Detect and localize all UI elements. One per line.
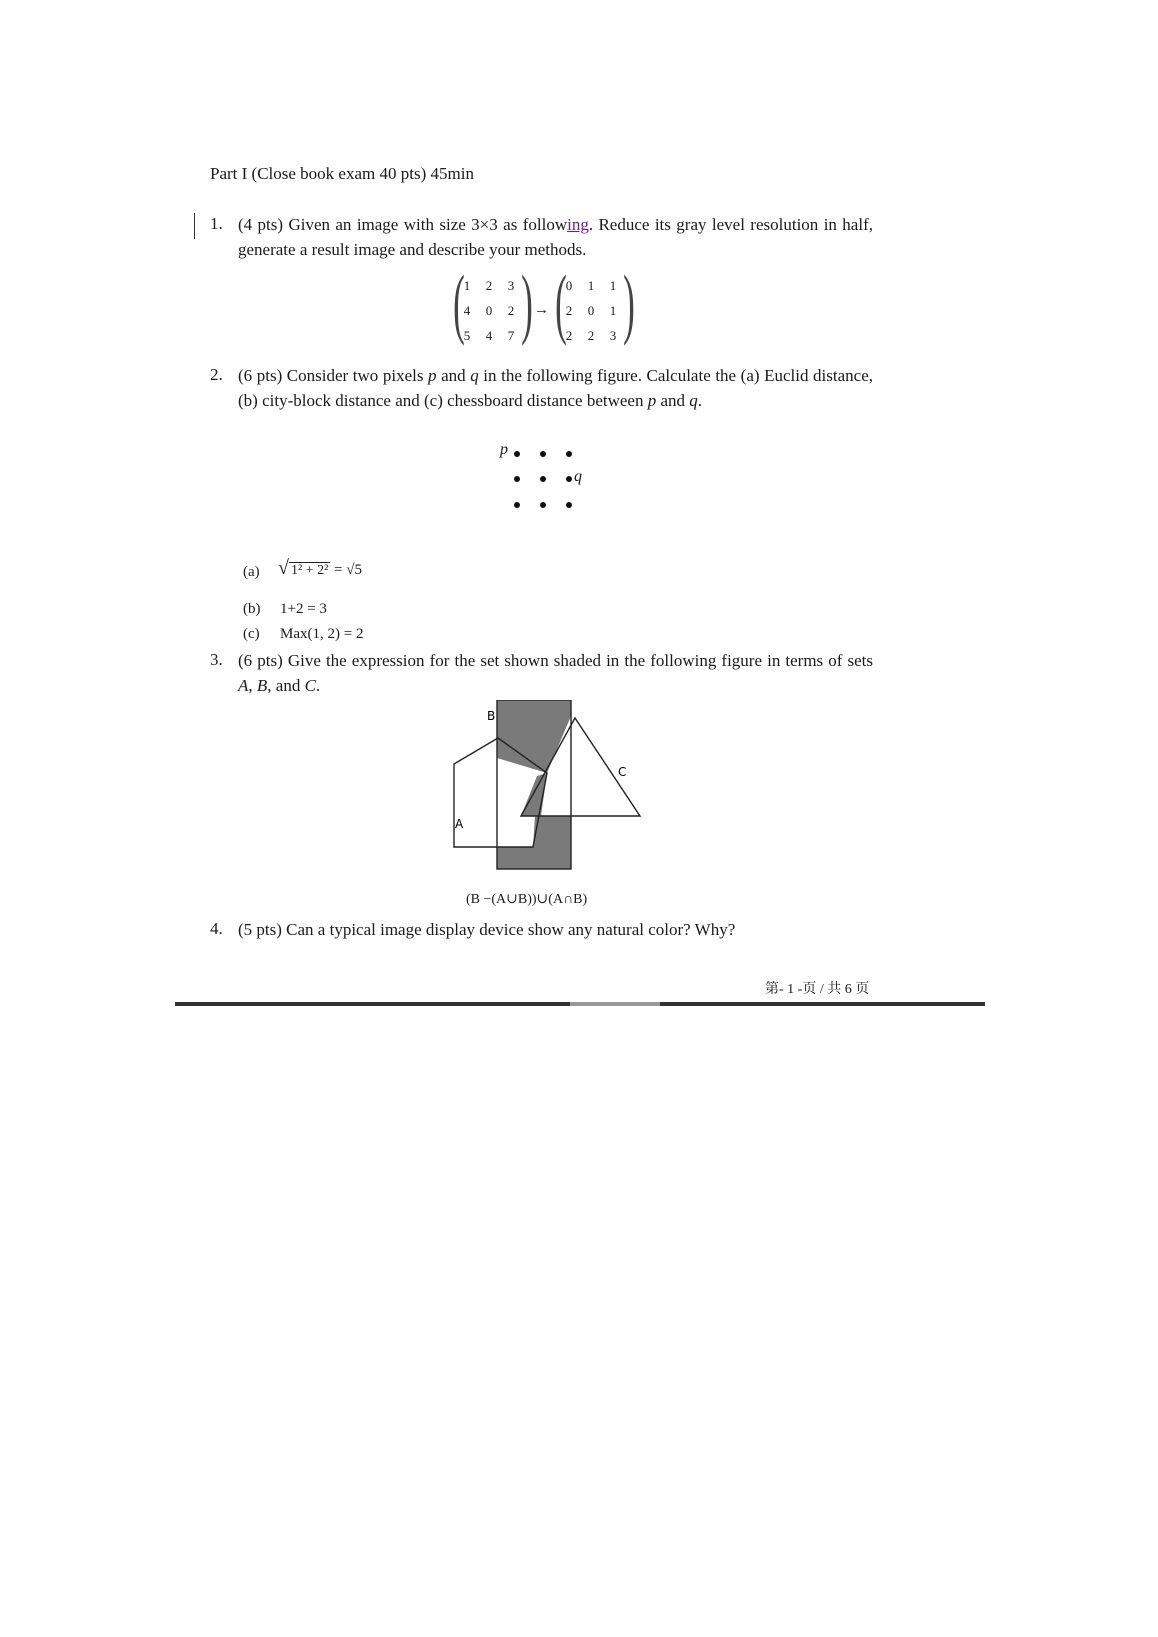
q2-number: 2.	[210, 365, 223, 384]
q3-text	[238, 648, 873, 698]
matrix-cell: 2	[587, 328, 595, 343]
matrix-cell: 4	[485, 328, 493, 343]
q3-text-part: (6 pts) Give the expression for the set shown shaded in the following figure in terms of sets	[238, 651, 873, 670]
label-b: B	[487, 709, 496, 723]
page-number: 第- 1 -页 / 共 6 页	[765, 982, 870, 997]
q2-text-part: .	[697, 391, 703, 410]
q3-answer: (B −(A∪B))∪(A∩B)	[466, 892, 588, 907]
q1-link[interactable]: ing	[567, 215, 589, 234]
pixel-dot	[514, 502, 520, 508]
set-b: B	[256, 676, 268, 695]
q1-text-part: . Reduce its gray level resolution in half, generate a result image and describe your methods.	[238, 215, 873, 259]
matrix-cell: 2	[565, 303, 573, 318]
matrix-cell: 4	[463, 303, 471, 318]
result: √5	[346, 562, 362, 578]
q3-text-part: ,	[248, 676, 257, 695]
q2-text-part: and	[656, 391, 690, 410]
matrix-cell: 1	[609, 278, 617, 293]
set-c: C	[304, 676, 316, 695]
q2-answer-b: 1+2 = 3	[280, 601, 327, 617]
pixel-dot	[514, 451, 520, 457]
set-a: A	[238, 676, 249, 695]
set-figure	[440, 700, 650, 882]
q1-matrix-figure	[452, 259, 642, 346]
right-paren: )	[623, 259, 635, 346]
var-q: q	[470, 366, 479, 385]
arrow: →	[534, 302, 549, 318]
matrix-cell: 1	[587, 278, 595, 293]
matrix-cell: 0	[565, 278, 573, 293]
q1-text	[238, 212, 873, 262]
page-title: Part I (Close book exam 40 pts) 45min	[210, 164, 474, 183]
pixel-dot	[540, 476, 546, 482]
var-p: p	[428, 366, 437, 385]
q2-text-part: and	[436, 366, 471, 385]
q2-text-part: in the following figure. Calculate the (a) Euclid distance, (b) city-block distance and (c) chessboard distance between	[238, 366, 874, 410]
matrix-cell: 2	[485, 278, 493, 293]
q1-number: 1.	[210, 214, 223, 233]
label-a: A	[455, 817, 464, 831]
q2-answer-c: Max(1, 2) = 2	[280, 626, 364, 642]
sqrt-symbol: √	[278, 557, 289, 579]
matrix-cell: 7	[507, 328, 515, 343]
pixel-dot	[566, 476, 572, 482]
matrix-right	[558, 276, 624, 345]
q2-answer-a-label: (a)	[243, 564, 260, 580]
q1-text-part: (4 pts) Given an image with size 3×3 as follow	[238, 215, 568, 234]
matrix-cell: 1	[463, 278, 471, 293]
change-bar	[194, 213, 195, 239]
right-paren: )	[521, 259, 533, 346]
matrix-cell: 3	[507, 278, 515, 293]
q3-text-part: .	[315, 676, 321, 695]
q4-text: (5 pts) Can a typical image display device show any natural color? Why?	[238, 920, 736, 939]
matrix-cell: 0	[587, 303, 595, 318]
left-paren: (	[453, 259, 465, 346]
q3-text-part: , and	[267, 676, 305, 695]
pixel-grid-figure	[500, 441, 590, 518]
matrix-cell: 3	[609, 328, 617, 343]
matrix-left	[456, 276, 522, 345]
matrix-cell: 2	[507, 303, 515, 318]
q2-answer-b-label: (b)	[243, 601, 261, 617]
matrix-cell: 5	[463, 328, 471, 343]
matrix-cell: 2	[565, 328, 573, 343]
pixel-dot	[566, 451, 572, 457]
label-p: p	[500, 441, 508, 458]
matrix-cell: 0	[485, 303, 493, 318]
matrix-cell: 1	[609, 303, 617, 318]
pixel-dot	[566, 502, 572, 508]
left-paren: (	[555, 259, 567, 346]
shaded-region	[497, 700, 571, 773]
q3-number: 3.	[210, 650, 223, 669]
footer-rule-highlight	[570, 1002, 660, 1006]
var-q: q	[689, 391, 698, 410]
equals: =	[334, 562, 343, 578]
q4-number: 4.	[210, 919, 223, 938]
pixel-dot	[540, 502, 546, 508]
q2-text-part: (6 pts) Consider two pixels	[238, 366, 429, 385]
radicand: 1² + 2²	[290, 563, 329, 578]
q2-answer-c-label: (c)	[243, 626, 260, 642]
label-c: C	[618, 765, 627, 779]
q2-answer-a	[278, 557, 362, 583]
q2-text	[238, 363, 873, 413]
var-p: p	[647, 391, 657, 410]
pixel-dot	[514, 476, 520, 482]
pixel-dot	[540, 451, 546, 457]
label-q: q	[574, 468, 582, 485]
